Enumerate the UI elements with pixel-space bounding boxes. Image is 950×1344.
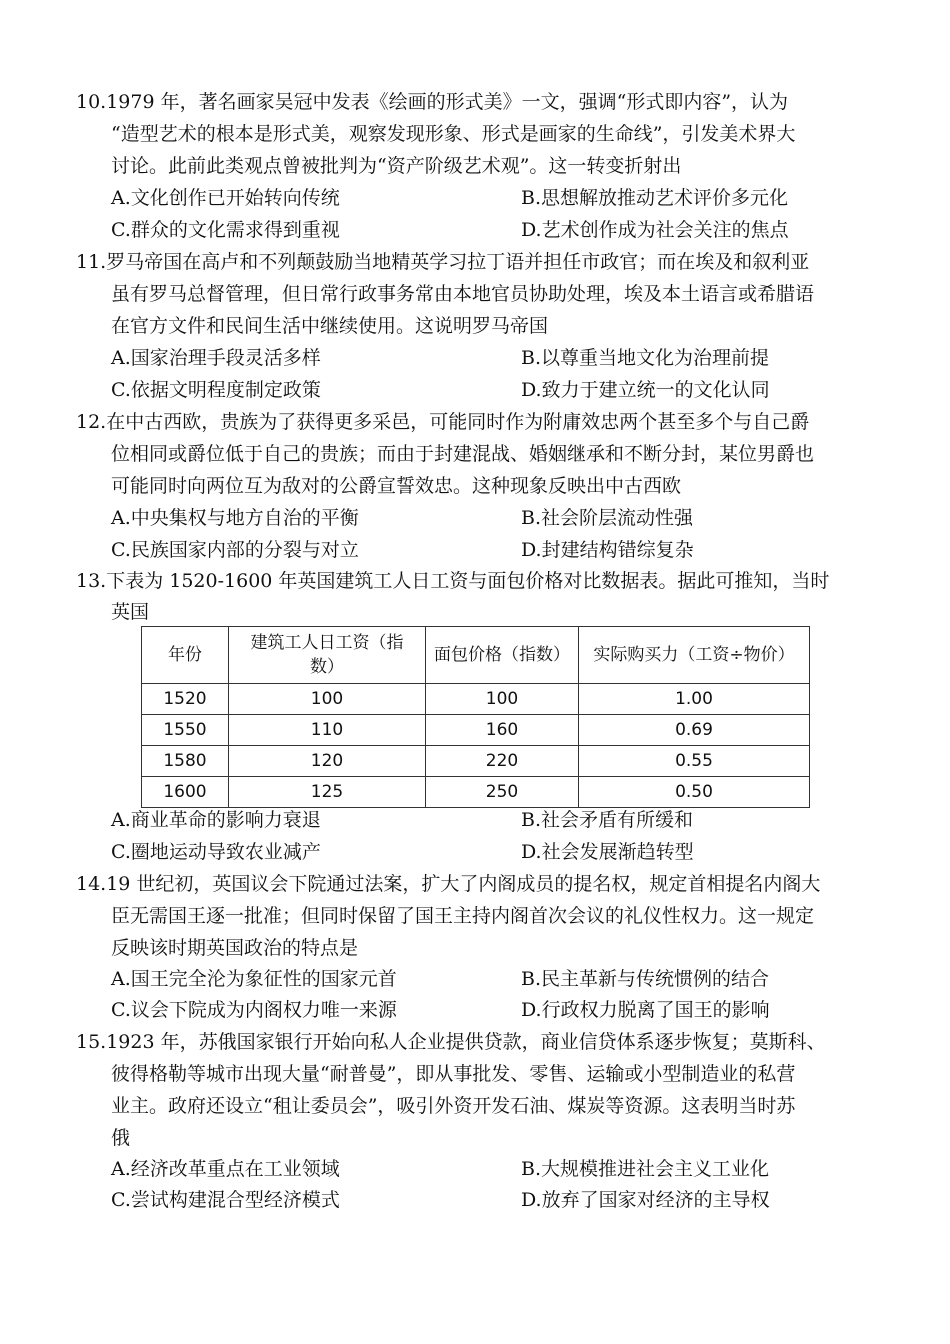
q11-stem-line-2: 虽有罗马总督管理，但日常行政事务常由本地官员协助处理，埃及本土语言或希腊语 xyxy=(111,283,815,305)
cell-year: 1550 xyxy=(142,715,229,746)
q14-option-a: A.国王完全沦为象征性的国家元首 xyxy=(111,968,397,990)
cell-wage: 120 xyxy=(229,746,426,777)
q10-stem-line-3: 讨论。此前此类观点曾被批判为“资产阶级艺术观”。这一转变折射出 xyxy=(111,155,682,177)
cell-wage: 110 xyxy=(229,715,426,746)
cell-power: 0.50 xyxy=(579,777,810,808)
table-header-row xyxy=(142,627,810,684)
cell-power: 0.55 xyxy=(579,746,810,777)
q12-stem-line-1: 12.在中古西欧，贵族为了获得更多采邑，可能同时作为附庸效忠两个甚至多个与自己爵 xyxy=(76,411,810,433)
q14-stem-line-2: 臣无需国王逐一批准；但同时保留了国王主持内阁首次会议的礼仪性权力。这一规定 xyxy=(111,905,815,927)
q15-option-c: C.尝试构建混合型经济模式 xyxy=(111,1189,340,1211)
q13-option-d: D.社会发展渐趋转型 xyxy=(521,841,694,863)
table-row xyxy=(142,746,810,777)
header-wage xyxy=(229,627,426,684)
q15-option-a: A.经济改革重点在工业领域 xyxy=(111,1158,340,1180)
q12-option-c: C.民族国家内部的分裂与对立 xyxy=(111,539,359,561)
q12-stem-line-2: 位相同或爵位低于自己的贵族；而由于封建混战、婚姻继承和不断分封，某位男爵也 xyxy=(111,443,815,465)
q10-option-b: B.思想解放推动艺术评价多元化 xyxy=(521,187,789,209)
q10-stem-line-2: “造型艺术的根本是形式美，观察发现形象、形式是画家的生命线”，引发美术界大 xyxy=(111,123,796,145)
cell-bread: 160 xyxy=(426,715,579,746)
cell-year: 1520 xyxy=(142,684,229,715)
cell-year: 1580 xyxy=(142,746,229,777)
cell-bread: 250 xyxy=(426,777,579,808)
q10-option-d: D.艺术创作成为社会关注的焦点 xyxy=(521,219,789,241)
cell-power: 1.00 xyxy=(579,684,810,715)
q11-option-b: B.以尊重当地文化为治理前提 xyxy=(521,347,770,369)
cell-bread: 220 xyxy=(426,746,579,777)
cell-wage: 125 xyxy=(229,777,426,808)
cell-year: 1600 xyxy=(142,777,229,808)
q15-stem-line-1: 15.1923 年，苏俄国家银行开始向私人企业提供贷款，商业信贷体系逐步恢复；莫斯科、 xyxy=(76,1031,826,1053)
q10-stem-line-1: 10.1979 年，著名画家吴冠中发表《绘画的形式美》一文，强调“形式即内容”，认为 xyxy=(76,91,789,113)
q12-option-a: A.中央集权与地方自治的平衡 xyxy=(111,507,359,529)
q12-option-b: B.社会阶层流动性强 xyxy=(521,507,694,529)
q10-option-c: C.群众的文化需求得到重视 xyxy=(111,219,340,241)
q12-stem-line-3: 可能同时向两位互为敌对的公爵宣誓效忠。这种现象反映出中古西欧 xyxy=(111,475,682,497)
q10-option-a: A.文化创作已开始转向传统 xyxy=(111,187,340,209)
q11-option-d: D.致力于建立统一的文化认同 xyxy=(521,379,770,401)
q13-option-c: C.圈地运动导致农业减产 xyxy=(111,841,321,863)
q11-option-c: C.依据文明程度制定政策 xyxy=(111,379,321,401)
q11-stem-line-1: 11.罗马帝国在高卢和不列颠鼓励当地精英学习拉丁语并担任市政官；而在埃及和叙利亚 xyxy=(76,251,810,273)
table-row xyxy=(142,777,810,808)
table-row xyxy=(142,684,810,715)
cell-wage: 100 xyxy=(229,684,426,715)
q13-stem-line-1: 13.下表为 1520-1600 年英国建筑工人日工资与面包价格对比数据表。据此可推知，当时 xyxy=(76,570,830,592)
q13-stem-line-2: 英国 xyxy=(111,601,150,623)
header-wage-line-2: 数） xyxy=(310,657,344,677)
q14-stem-line-3: 反映该时期英国政治的特点是 xyxy=(111,937,359,959)
wage-price-table xyxy=(141,626,810,808)
q11-option-a: A.国家治理手段灵活多样 xyxy=(111,347,321,369)
q11-stem-line-3: 在官方文件和民间生活中继续使用。这说明罗马帝国 xyxy=(111,315,549,337)
q13-option-a: A.商业革命的影响力衰退 xyxy=(111,809,321,831)
header-wage-line-1: 建筑工人日工资（指 xyxy=(250,633,404,653)
q14-option-b: B.民主革新与传统惯例的结合 xyxy=(521,968,770,990)
q12-option-d: D.封建结构错综复杂 xyxy=(521,539,694,561)
header-bread-price: 面包价格（指数） xyxy=(426,627,579,684)
q15-option-d: D.放弃了国家对经济的主导权 xyxy=(521,1189,770,1211)
header-purchasing-power: 实际购买力（工资÷物价） xyxy=(579,627,810,684)
q13-option-b: B.社会矛盾有所缓和 xyxy=(521,809,694,831)
cell-power: 0.69 xyxy=(579,715,810,746)
q15-option-b: B.大规模推进社会主义工业化 xyxy=(521,1158,770,1180)
q14-option-d: D.行政权力脱离了国王的影响 xyxy=(521,999,770,1021)
q14-option-c: C.议会下院成为内阁权力唯一来源 xyxy=(111,999,397,1021)
q15-stem-line-4: 俄 xyxy=(111,1127,131,1149)
header-year: 年份 xyxy=(142,627,229,684)
q15-stem-line-3: 业主。政府还设立“租让委员会”，吸引外资开发石油、煤炭等资源。这表明当时苏 xyxy=(111,1095,796,1117)
q14-stem-line-1: 14.19 世纪初，英国议会下院通过法案，扩大了内阁成员的提名权，规定首相提名内阁大 xyxy=(76,873,821,895)
q15-stem-line-2: 彼得格勒等城市出现大量“耐普曼”，即从事批发、零售、运输或小型制造业的私营 xyxy=(111,1063,796,1085)
cell-bread: 100 xyxy=(426,684,579,715)
table-row xyxy=(142,715,810,746)
